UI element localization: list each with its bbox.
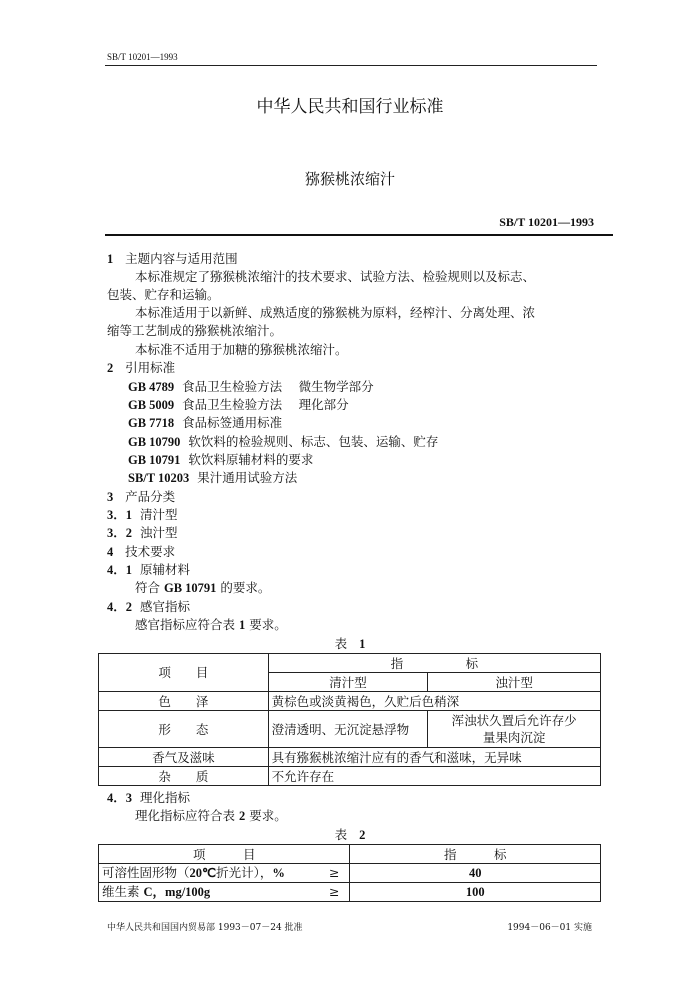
section-4-3-heading: 4．3 理化指标 — [107, 790, 190, 805]
table-1-item-header: 项 目 — [99, 654, 269, 692]
table-row: 香气及滋味 具有猕猴桃浓缩汁应有的香气和滋味，无异味 — [99, 748, 601, 767]
section-1-heading: 1 主题内容与适用范围 — [107, 251, 238, 266]
table-1-index-header: 指 标 — [268, 654, 600, 673]
section-4-3-text: 理化指标应符合表 2 要求。 — [135, 808, 287, 823]
table-row: 可溶性固形物（20℃折光计），% ≥ 40 — [99, 864, 601, 883]
section-4-1-text: 符合 GB 10791 的要求。 — [135, 580, 271, 595]
reference-item: SB/T 10203 果汁通用试验方法 — [128, 470, 298, 485]
reference-item: GB 10791 软饮料原辅材料的要求 — [128, 452, 314, 467]
paragraph-scope-1b: 包装、贮存和运输。 — [107, 287, 220, 302]
table-row: 形 态 澄清透明、无沉淀悬浮物 浑浊状久置后允许存少 量果肉沉淀 — [99, 711, 601, 748]
section-3-1-heading: 3．1 清汁型 — [107, 507, 178, 522]
section-2-heading: 2 引用标准 — [107, 360, 176, 375]
reference-item: GB 10790 软饮料的检验规则、标志、包装、运输、贮存 — [128, 434, 439, 449]
table-2-caption: 表 2 — [334, 827, 366, 842]
section-4-1-heading: 4．1 原辅材料 — [107, 562, 190, 577]
document-title: 猕猴桃浓缩汁 — [304, 170, 395, 188]
reference-item: GB 5009 食品卫生检验方法 理化部分 — [128, 397, 349, 412]
section-4-2-text: 感官指标应符合表 1 要求。 — [135, 617, 287, 632]
section-3-heading: 3 产品分类 — [107, 489, 176, 504]
paragraph-scope-3: 本标准不适用于加糖的猕猴桃浓缩汁。 — [135, 342, 348, 357]
table-row: 维生素 C，mg/100g ≥ 100 — [99, 883, 601, 902]
table-1-col-clear: 清汁型 — [268, 673, 428, 692]
table-2-index-header: 指 标 — [350, 845, 601, 864]
table-1-col-cloudy: 浊汁型 — [428, 673, 601, 692]
paragraph-scope-2a: 本标准适用于以新鲜、成熟适度的猕猴桃为原料，经榨汁、分离处理、浓 — [135, 305, 536, 320]
section-4-heading: 4 技术要求 — [107, 544, 176, 559]
table-1 — [98, 653, 601, 786]
paragraph-scope-2b: 缩等工艺制成的猕猴桃浓缩汁。 — [107, 323, 283, 338]
table-row: 色 泽 黄棕色或淡黄褐色，久贮后色稍深 — [99, 692, 601, 711]
section-3-2-heading: 3．2 浊汁型 — [107, 525, 178, 540]
implementation-footer: 1994－06－01 实施 — [507, 923, 592, 933]
title-rule — [105, 234, 613, 236]
paragraph-scope-1a: 本标准规定了猕猴桃浓缩汁的技术要求、试验方法、检验规则以及标志、 — [135, 269, 536, 284]
table-2 — [98, 844, 601, 902]
section-4-2-heading: 4．2 感官指标 — [107, 599, 190, 614]
table-row: 杂 质 不允许存在 — [99, 767, 601, 786]
reference-item: GB 4789 食品卫生检验方法 微生物学部分 — [128, 379, 374, 394]
standard-title: 中华人民共和国行业标准 — [256, 97, 444, 117]
reference-item: GB 7718 食品标签通用标准 — [128, 415, 283, 430]
document-code: SB/T 10201—1993 — [499, 215, 594, 229]
header-rule — [105, 65, 597, 66]
header-code: SB/T 10201—1993 — [107, 52, 178, 62]
approval-footer: 中华人民共和国国内贸易部 1993－07－24 批准 — [107, 923, 303, 933]
table-2-item-header: 项 目 — [99, 845, 350, 864]
table-1-caption: 表 1 — [334, 636, 366, 651]
